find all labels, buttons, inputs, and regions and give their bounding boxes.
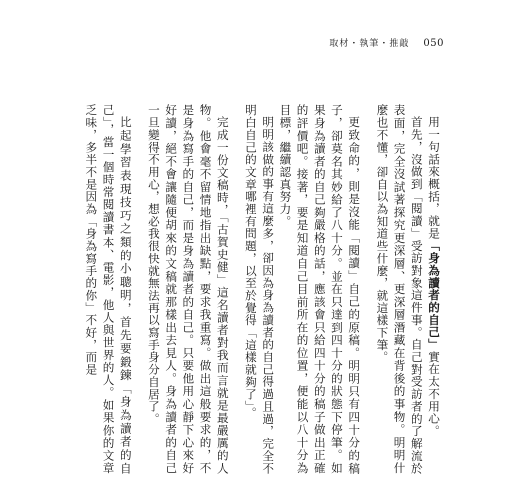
running-title: 取材・執筆・推敲 bbox=[329, 39, 410, 49]
text-run: 比起學習表現技巧之類的小聰明，首先要鍛鍊「身為讀者的自己」，當一個時常閱讀書本、電影，他人與世界的人。如果你的文章乏味，多半不是因為「身為寫手的你」不好，而是 bbox=[84, 104, 133, 474]
text-run: 首先，沒做到「閱讀」受訪對象這件事。自己對受訪者的了解流於表面，完全沒試著探究更深層、更深層潛藏在背後的事物。明明什麼也不懂，卻自以為知道些什麼，就這樣下筆。 bbox=[375, 104, 424, 474]
text-run: 完成一份文稿時，「古賀史健」這名讀者對我而言就是最嚴厲的人物。他會毫不留情地指出缺點，要求我重寫。做出這般要求的，不是身為寫手的自己，而是身為讀者的自己。只要他用心靜下心來好好讀，絕不會讓隨便胡來的文稿就那樣出去見人。身為讀者的自己一旦變得不用心，想必我很快就無法再以寫手身分自居了。 bbox=[146, 104, 230, 474]
paragraph-summary bbox=[425, 104, 442, 474]
paragraph-reading-draft bbox=[276, 104, 362, 474]
paragraph-strict-reader bbox=[145, 104, 231, 474]
text-run: 更致命的，則是沒能「閱讀」自己的原稿。明明只有四十分的稿子，卻莫名其妙給了八十分。並在只達到四十分的狀態下停筆。如果身為讀者的自己夠嚴格的話，應該會只給四十分的稿子做出正確的評價吧。接著，要是知道自己目前所在的位置，便能以八十分為目標，繼續認真努力。 bbox=[278, 104, 362, 474]
page-number: 050 bbox=[423, 38, 444, 49]
paragraph-reading-subject bbox=[373, 104, 425, 474]
paragraph-good-enough bbox=[242, 104, 276, 474]
text-run: 實在太不用心。 bbox=[427, 350, 441, 437]
vertical-body-text bbox=[70, 104, 442, 474]
text-run: 用一句話來概括，就是 bbox=[427, 115, 441, 240]
paragraph-train-reader bbox=[82, 104, 134, 474]
emphasized-phrase: 「身為讀者的自己」 bbox=[427, 239, 441, 351]
running-header bbox=[329, 36, 444, 49]
text-run: 明明該做的事有這麼多，卻因為身為讀者的自己得過且過，完全不明白自己的文章哪裡有問題，以至於覺得「這樣就夠了」。 bbox=[243, 104, 276, 474]
